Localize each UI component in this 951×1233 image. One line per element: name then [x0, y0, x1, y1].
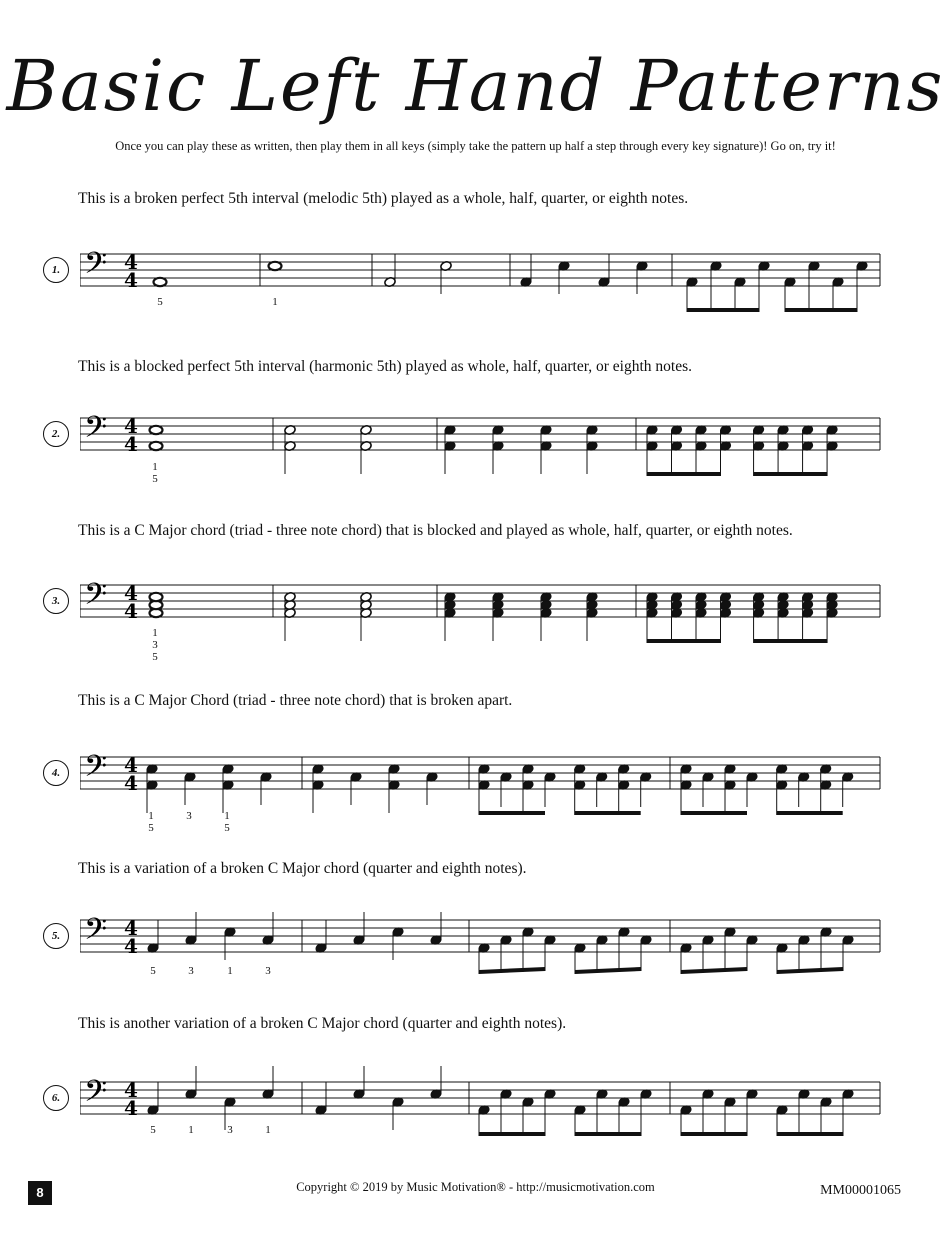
bass-clef-icon: 𝄢	[84, 247, 108, 288]
beam	[785, 308, 857, 312]
time-signature-top: 4	[124, 581, 138, 605]
page-subtitle: Once you can play these as written, then play them in all keys (simply take the pattern up half a step through every key signature)! Go on, try it!	[115, 139, 836, 153]
bass-clef-icon: 𝄢	[84, 1075, 108, 1116]
beam	[681, 811, 747, 815]
beam	[777, 967, 843, 974]
fingering-number: 5	[224, 822, 230, 833]
staff-6	[80, 1058, 890, 1148]
document-code: MM00001065	[820, 1183, 901, 1198]
fingering-number: 1	[224, 810, 230, 822]
whole-notehead	[154, 278, 167, 286]
beam	[687, 308, 759, 312]
fingering-number: 1	[152, 461, 158, 473]
fingering-number: 5	[152, 473, 158, 485]
whole-notehead	[269, 262, 282, 270]
staff-4	[80, 733, 890, 833]
copyright-notice: Copyright © 2019 by Music Motivation® - http://musicmotivation.com	[296, 1180, 655, 1194]
time-signature-bottom: 4	[124, 771, 138, 795]
exercise-6-description: This is another variation of a broken C Major chord (quarter and eighth notes).	[78, 1015, 567, 1032]
fingering-number: 3	[227, 1124, 233, 1136]
bass-clef-icon: 𝄢	[84, 750, 108, 791]
fingering-number: 5	[157, 296, 163, 308]
beam	[575, 811, 641, 815]
page-number: 8	[28, 1181, 52, 1205]
fingering-number: 3	[186, 810, 192, 822]
time-signature-bottom: 4	[124, 268, 138, 292]
exercise-6-number: 6.	[43, 1085, 69, 1111]
fingering-number: 1	[148, 810, 154, 822]
fingering-number: 1	[272, 296, 278, 308]
beam	[479, 1132, 545, 1136]
time-signature-top: 4	[124, 414, 138, 438]
beam	[575, 1132, 641, 1136]
bass-clef-icon: 𝄢	[84, 578, 108, 619]
fingering-number: 5	[152, 651, 158, 663]
beam	[647, 472, 721, 476]
fingering-number: 1	[188, 1124, 194, 1136]
fingering-number: 3	[265, 965, 271, 977]
beam	[681, 967, 747, 974]
exercise-1-number: 1.	[43, 257, 69, 283]
exercise-4-description: This is a C Major Chord (triad - three note chord) that is broken apart.	[78, 692, 513, 709]
beam	[575, 967, 641, 974]
time-signature-top: 4	[124, 1078, 138, 1102]
fingering-number: 1	[152, 627, 158, 639]
page-title: Basic Left Hand Patterns	[6, 45, 945, 127]
staff-2	[80, 394, 890, 494]
time-signature-top: 4	[124, 753, 138, 777]
beam	[777, 811, 843, 815]
exercise-5-description: This is a variation of a broken C Major chord (quarter and eighth notes).	[78, 860, 527, 877]
beam	[647, 639, 721, 643]
exercise-2-description: This is a blocked perfect 5th interval (harmonic 5th) played as whole, half, quarter, or eighth notes.	[78, 358, 693, 375]
whole-notehead	[150, 426, 163, 434]
fingering-number: 5	[148, 822, 154, 833]
staff-1	[80, 230, 890, 320]
fingering-number: 5	[150, 965, 156, 977]
beam	[754, 472, 828, 476]
beam	[479, 967, 545, 974]
time-signature-top: 4	[124, 916, 138, 940]
beam	[479, 811, 545, 815]
fingering-number: 1	[265, 1124, 271, 1136]
beam	[777, 1132, 843, 1136]
time-signature-bottom: 4	[124, 599, 138, 623]
fingering-number: 5	[150, 1124, 156, 1136]
fingering-number: 1	[227, 965, 233, 977]
bass-clef-icon: 𝄢	[84, 913, 108, 954]
time-signature-bottom: 4	[124, 1096, 138, 1120]
whole-notehead	[150, 593, 163, 601]
time-signature-top: 4	[124, 250, 138, 274]
exercise-1-description: This is a broken perfect 5th interval (melodic 5th) played as a whole, half, quarter, or eighth notes.	[78, 190, 689, 207]
whole-notehead	[150, 442, 163, 450]
exercise-3-number: 3.	[43, 588, 69, 614]
time-signature-bottom: 4	[124, 934, 138, 958]
fingering-number: 3	[152, 639, 158, 651]
beam	[754, 639, 828, 643]
exercise-5-number: 5.	[43, 923, 69, 949]
exercise-3-description: This is a C Major chord (triad - three note chord) that is blocked and played as whole, half, quarter, or eighth notes.	[78, 522, 793, 539]
exercise-2-number: 2.	[43, 421, 69, 447]
time-signature-bottom: 4	[124, 432, 138, 456]
staff-3	[80, 561, 890, 671]
exercise-4-number: 4.	[43, 760, 69, 786]
fingering-number: 3	[188, 965, 194, 977]
bass-clef-icon: 𝄢	[84, 411, 108, 452]
staff-5	[80, 896, 890, 986]
beam	[681, 1132, 747, 1136]
